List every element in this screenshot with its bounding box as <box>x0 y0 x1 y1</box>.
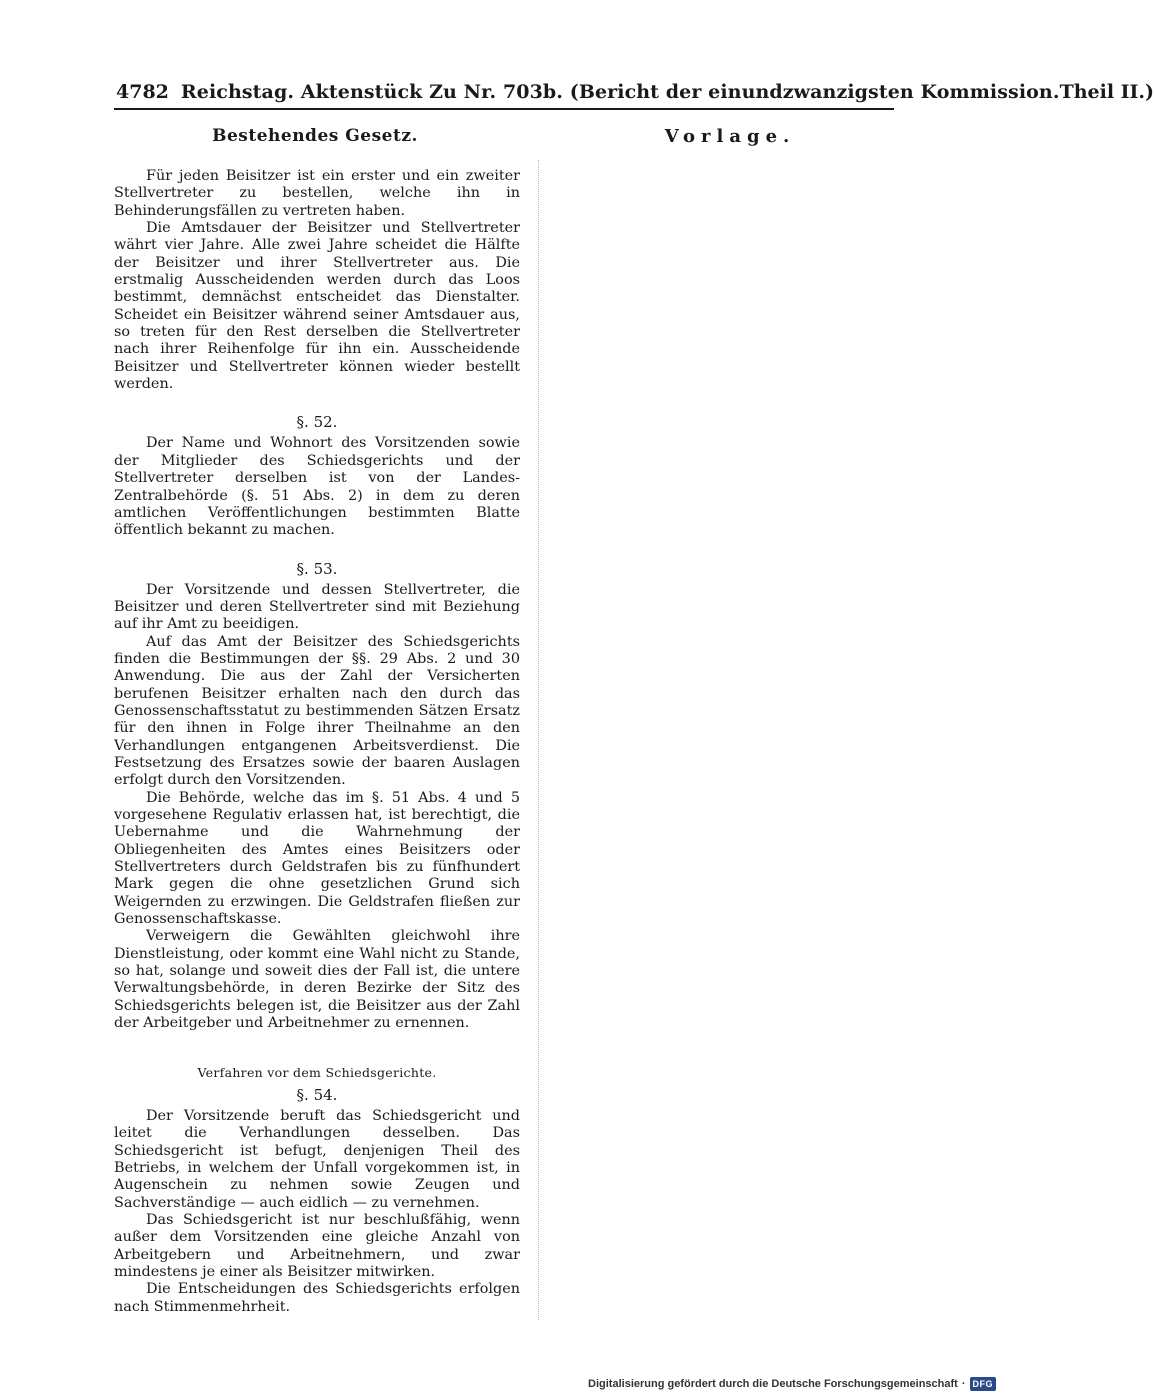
section-heading-52: §. 52. <box>296 413 338 432</box>
section-heading-53: §. 53. <box>296 559 338 578</box>
right-column-heading: Vorlage. <box>664 126 796 147</box>
header-part: Theil II.) <box>1059 81 1154 103</box>
page-header <box>116 78 1154 106</box>
paragraph: Die Entscheidungen des Schiedsgerichts erfolgen nach Stimmenmehrheit. <box>114 1281 520 1315</box>
header-title: Reichstag. Aktenstück Zu Nr. 703b. (Bericht der einundzwanzigsten Kommission. <box>180 81 1060 103</box>
credit-text: Digitalisierung gefördert durch die Deutsche Forschungsgemeinschaft <box>588 1378 958 1390</box>
paragraph: Der Vorsitzende und dessen Stellvertreter, die Beisitzer und deren Stellvertreter sind mit Beziehung auf ihr Amt zu beeidigen. <box>114 581 520 633</box>
digitization-credit <box>588 1377 996 1391</box>
paragraph: Verweigern die Gewählten gleichwohl ihre Dienstleistung, oder kommt eine Wahl nicht zu Stande, so hat, solange und soweit dies der Fall ist, die untere Verwaltungsbehörde, in deren Bezirke der Sitz des Schiedsgerichts belegen ist, die Beisitzer aus der Zahl der Arbeitgeber und Arbeitnehmer zu ernennen. <box>114 928 520 1032</box>
paragraph: Die Amtsdauer der Beisitzer und Stellvertreter währt vier Jahre. Alle zwei Jahre scheidet die Hälfte der Beisitzer und ihrer Stellvertreter aus. Die erstmalig Ausscheidenden werden durch das Loos bestimmt, demnächst entscheidet das Dienstalter. Scheidet ein Beisitzer während seiner Amtsdauer aus, so treten für den Rest derselben die Stellvertreter nach ihrer Reihenfolge für ihn ein. Ausscheidende Beisitzer und Stellvertreter können wieder bestellt werden. <box>114 220 520 393</box>
paragraph: Der Name und Wohnort des Vorsitzenden sowie der Mitglieder des Schiedsgerichts und der Stellvertreter derselben ist von der Landes-Zentralbehörde (§. 51 Abs. 2) in dem zu deren amtlichen Veröffentlichungen bestimmten Blatte öffentlich bekannt zu machen. <box>114 435 520 539</box>
subheading: Verfahren vor dem Schiedsgerichte. <box>197 1065 437 1081</box>
paragraph: Für jeden Beisitzer ist ein erster und ein zweiter Stellvertreter zu bestellen, welche ihn in Behinderungsfällen zu vertreten haben. <box>114 168 520 219</box>
paragraph: Das Schiedsgericht ist nur beschlußfähig, wenn außer dem Vorsitzenden eine gleiche Anzahl von Arbeitgebern und Arbeitnehmern, und zwar mindestens je einer als Beisitzer mitwirken. <box>114 1211 520 1280</box>
separator-dot: · <box>961 1378 966 1390</box>
paragraph: Der Vorsitzende beruft das Schiedsgericht und leitet die Verhandlungen desselben. Das Schiedsgericht ist befugt, denjenigen Theil des Betriebs, in welchem der Unfall vorgekommen ist, in Augenschein zu nehmen sowie Zeugen und Sachverständige — auch eidlich — zu vernehmen. <box>114 1107 520 1211</box>
column-divider <box>538 160 539 1320</box>
left-column-heading: Bestehendes Gesetz. <box>212 126 418 146</box>
dfg-logo-icon: DFG <box>970 1377 997 1391</box>
header-rule <box>114 108 894 110</box>
page-number: 4782 <box>116 81 169 103</box>
section-heading-54: §. 54. <box>296 1085 338 1104</box>
paragraph: Die Behörde, welche das im §. 51 Abs. 4 und 5 vorgesehene Regulativ erlassen hat, ist berechtigt, die Uebernahme und die Wahrnehmung der Obliegenheiten des Amtes eines Beisitzers oder Stellvertreters durch Geldstrafen bis zu fünfhundert Mark gegen die ohne gesetzlichen Grund sich Weigernden zu erzwingen. Die Geldstrafen fließen zur Genossenschaftskasse. <box>114 789 520 928</box>
left-column-text <box>114 168 520 1316</box>
paragraph: Auf das Amt der Beisitzer des Schiedsgerichts finden die Bestimmungen der §§. 29 Abs. 2 und 30 Anwendung. Die aus der Zahl der Versicherten berufenen Beisitzer erhalten nach den durch das Genossenschaftsstatut zu bestimmenden Sätzen Ersatz für den ihnen in Folge ihrer Theilnahme an den Verhandlungen entgangenen Arbeitsverdienst. Die Festsetzung des Ersatzes sowie der baaren Auslagen erfolgt durch den Vorsitzenden. <box>114 633 520 789</box>
